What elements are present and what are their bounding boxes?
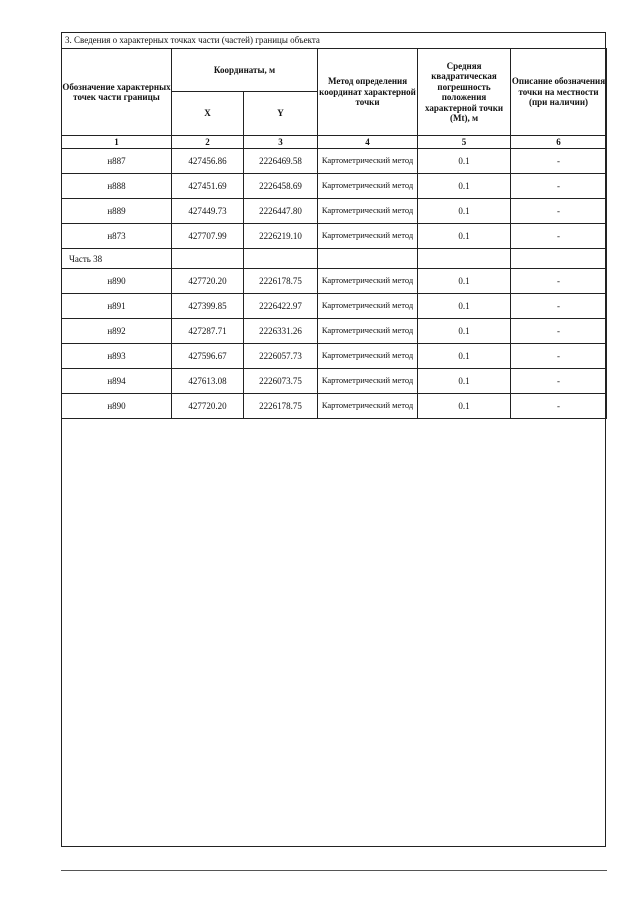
- description: -: [511, 174, 607, 199]
- table-row: [62, 199, 607, 224]
- table-row: [62, 394, 607, 419]
- point-name: н890: [62, 269, 172, 294]
- accuracy: 0.1: [418, 224, 511, 249]
- accuracy: 0.1: [418, 369, 511, 394]
- coord-y: 2226178.75: [244, 269, 318, 294]
- boundary-points-table: [61, 48, 607, 419]
- header-description: Описание обозначения точки на местности (при наличии): [511, 49, 607, 136]
- accuracy: 0.1: [418, 149, 511, 174]
- point-name: н892: [62, 319, 172, 344]
- column-number: 2: [172, 136, 244, 149]
- point-name: н887: [62, 149, 172, 174]
- table-row: [62, 269, 607, 294]
- coord-y: 2226331.26: [244, 319, 318, 344]
- method: Картометрический метод: [318, 294, 418, 319]
- method: Картометрический метод: [318, 394, 418, 419]
- point-name: н891: [62, 294, 172, 319]
- header-designation: Обозначение характерных точек части границы: [62, 49, 172, 136]
- coord-x: 427720.20: [172, 269, 244, 294]
- description: -: [511, 294, 607, 319]
- accuracy: 0.1: [418, 344, 511, 369]
- table-row: [62, 294, 607, 319]
- table-row: [62, 224, 607, 249]
- coord-x: 427399.85: [172, 294, 244, 319]
- document-frame: [61, 32, 606, 847]
- column-number: 6: [511, 136, 607, 149]
- coord-x: 427720.20: [172, 394, 244, 419]
- description: -: [511, 224, 607, 249]
- column-number: 5: [418, 136, 511, 149]
- table-row: [62, 149, 607, 174]
- coord-y: 2226057.73: [244, 344, 318, 369]
- coord-y: 2226219.10: [244, 224, 318, 249]
- footer-divider: [61, 870, 607, 871]
- description: -: [511, 319, 607, 344]
- point-name: н894: [62, 369, 172, 394]
- coord-y: 2226469.58: [244, 149, 318, 174]
- coord-y: 2226073.75: [244, 369, 318, 394]
- table-row: [62, 319, 607, 344]
- coord-x: 427596.67: [172, 344, 244, 369]
- method: Картометрический метод: [318, 344, 418, 369]
- coord-x: 427456.86: [172, 149, 244, 174]
- table-row: [62, 344, 607, 369]
- coord-y: 2226422.97: [244, 294, 318, 319]
- description: -: [511, 149, 607, 174]
- accuracy: 0.1: [418, 269, 511, 294]
- coord-y: 2226447.80: [244, 199, 318, 224]
- accuracy: 0.1: [418, 174, 511, 199]
- accuracy: 0.1: [418, 319, 511, 344]
- header-coordinates: Координаты, м: [172, 49, 318, 92]
- header-method: Метод определения координат характерной точки: [318, 49, 418, 136]
- method: Картометрический метод: [318, 319, 418, 344]
- accuracy: 0.1: [418, 294, 511, 319]
- point-name: н890: [62, 394, 172, 419]
- column-number: 3: [244, 136, 318, 149]
- section-title: 3. Сведения о характерных точках части (частей) границы объекта: [62, 33, 605, 49]
- accuracy: 0.1: [418, 394, 511, 419]
- header-x: X: [172, 92, 244, 136]
- description: -: [511, 369, 607, 394]
- point-name: н893: [62, 344, 172, 369]
- point-name: н888: [62, 174, 172, 199]
- accuracy: 0.1: [418, 199, 511, 224]
- method: Картометрический метод: [318, 224, 418, 249]
- method: Картометрический метод: [318, 369, 418, 394]
- coord-x: 427451.69: [172, 174, 244, 199]
- description: -: [511, 344, 607, 369]
- description: -: [511, 394, 607, 419]
- column-number: 4: [318, 136, 418, 149]
- method: Картометрический метод: [318, 269, 418, 294]
- table-row: [62, 174, 607, 199]
- column-number: 1: [62, 136, 172, 149]
- header-y: Y: [244, 92, 318, 136]
- point-name: н873: [62, 224, 172, 249]
- part-label: Часть 38: [62, 249, 172, 269]
- coord-y: 2226458.69: [244, 174, 318, 199]
- table-row: [62, 369, 607, 394]
- coord-x: 427707.99: [172, 224, 244, 249]
- coord-x: 427449.73: [172, 199, 244, 224]
- header-accuracy: Средняя квадратическая погрешность положения характерной точки (Mt), м: [418, 49, 511, 136]
- description: -: [511, 269, 607, 294]
- coord-x: 427613.08: [172, 369, 244, 394]
- part-row: [62, 249, 607, 269]
- method: Картометрический метод: [318, 149, 418, 174]
- description: -: [511, 199, 607, 224]
- point-name: н889: [62, 199, 172, 224]
- coord-x: 427287.71: [172, 319, 244, 344]
- method: Картометрический метод: [318, 174, 418, 199]
- coord-y: 2226178.75: [244, 394, 318, 419]
- method: Картометрический метод: [318, 199, 418, 224]
